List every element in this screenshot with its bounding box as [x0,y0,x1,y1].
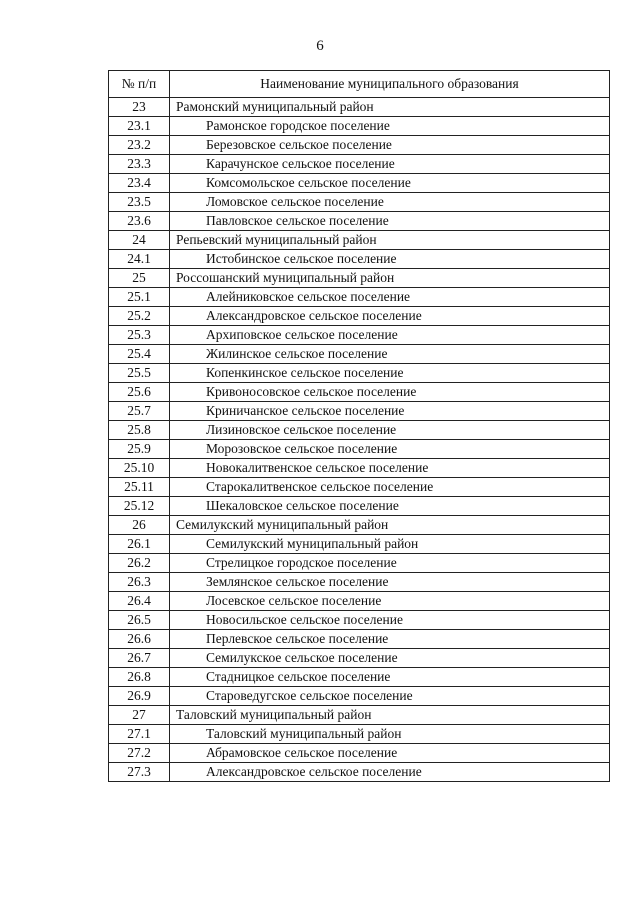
table-row [109,478,610,497]
table-row [109,345,610,364]
page-number: 6 [316,38,324,54]
row-name: Павловское сельское поселение [170,212,610,231]
table-row [109,725,610,744]
row-name: Криничанское сельское поселение [170,402,610,421]
row-number: 25.1 [109,288,170,307]
table-row [109,193,610,212]
row-number: 23 [109,98,170,117]
row-number: 25.9 [109,440,170,459]
row-number: 23.4 [109,174,170,193]
row-number: 25.10 [109,459,170,478]
table-row [109,440,610,459]
row-name: Лосевское сельское поселение [170,592,610,611]
row-name: Рамонское городское поселение [170,117,610,136]
row-name: Новосильское сельское поселение [170,611,610,630]
table-row [109,516,610,535]
table-row [109,288,610,307]
table-row [109,706,610,725]
row-name: Жилинское сельское поселение [170,345,610,364]
row-name: Новокалитвенское сельское поселение [170,459,610,478]
table-row [109,592,610,611]
table-row [109,554,610,573]
table-row [109,611,610,630]
table-row [109,402,610,421]
table-row [109,383,610,402]
row-number: 23.6 [109,212,170,231]
row-name: Архиповское сельское поселение [170,326,610,345]
row-name: Копенкинское сельское поселение [170,364,610,383]
row-name: Старокалитвенское сельское поселение [170,478,610,497]
table-row [109,535,610,554]
row-number: 27.2 [109,744,170,763]
row-number: 25.2 [109,307,170,326]
row-name: Абрамовское сельское поселение [170,744,610,763]
row-number: 23.2 [109,136,170,155]
row-name: Семилукское сельское поселение [170,649,610,668]
table-row [109,630,610,649]
row-name: Морозовское сельское поселение [170,440,610,459]
header-name: Наименование муниципального образования [170,71,610,98]
row-number: 25.12 [109,497,170,516]
row-number: 25.11 [109,478,170,497]
row-name: Семилукский муниципальный район [170,535,610,554]
table-row [109,649,610,668]
row-name: Семилукский муниципальный район [170,516,610,535]
municipalities-table [108,70,610,782]
table-row [109,687,610,706]
table-row [109,212,610,231]
row-number: 25.8 [109,421,170,440]
table-row [109,155,610,174]
table-row [109,497,610,516]
row-name: Таловский муниципальный район [170,725,610,744]
row-name: Россошанский муниципальный район [170,269,610,288]
row-number: 26.5 [109,611,170,630]
row-name: Карачунское сельское поселение [170,155,610,174]
row-number: 25.5 [109,364,170,383]
row-number: 26.2 [109,554,170,573]
row-number: 26.9 [109,687,170,706]
row-number: 27.1 [109,725,170,744]
row-name: Таловский муниципальный район [170,706,610,725]
row-number: 25.6 [109,383,170,402]
row-number: 24.1 [109,250,170,269]
row-name: Репьевский муниципальный район [170,231,610,250]
row-number: 26 [109,516,170,535]
row-number: 26.3 [109,573,170,592]
row-name: Стрелицкое городское поселение [170,554,610,573]
table-row [109,763,610,782]
row-name: Землянское сельское поселение [170,573,610,592]
table-row [109,459,610,478]
row-name: Истобинское сельское поселение [170,250,610,269]
row-number: 26.1 [109,535,170,554]
table-row [109,307,610,326]
table-row [109,117,610,136]
row-name: Лизиновское сельское поселение [170,421,610,440]
table-row [109,573,610,592]
row-name: Рамонский муниципальный район [170,98,610,117]
table-row [109,250,610,269]
table-body [109,98,610,782]
row-name: Комсомольское сельское поселение [170,174,610,193]
row-name: Александровское сельское поселение [170,307,610,326]
row-number: 26.7 [109,649,170,668]
table-row [109,269,610,288]
row-number: 27.3 [109,763,170,782]
row-number: 26.4 [109,592,170,611]
row-name: Шекаловское сельское поселение [170,497,610,516]
row-name: Кривоносовское сельское поселение [170,383,610,402]
row-number: 23.5 [109,193,170,212]
row-number: 23.1 [109,117,170,136]
row-name: Ломовское сельское поселение [170,193,610,212]
row-number: 24 [109,231,170,250]
table-row [109,421,610,440]
row-name: Перлевское сельское поселение [170,630,610,649]
row-name: Староведугское сельское поселение [170,687,610,706]
row-number: 25.7 [109,402,170,421]
table-row [109,668,610,687]
row-number: 27 [109,706,170,725]
table-header-row [109,71,610,98]
row-name: Березовское сельское поселение [170,136,610,155]
row-name: Александровское сельское поселение [170,763,610,782]
row-number: 25.3 [109,326,170,345]
row-number: 25.4 [109,345,170,364]
table-row [109,326,610,345]
table-row [109,136,610,155]
header-number: № п/п [109,71,170,98]
table-row [109,174,610,193]
row-number: 26.6 [109,630,170,649]
table-row [109,364,610,383]
table-row [109,231,610,250]
table-row [109,98,610,117]
table-row [109,744,610,763]
row-name: Алейниковское сельское поселение [170,288,610,307]
row-number: 25 [109,269,170,288]
row-name: Стадницкое сельское поселение [170,668,610,687]
row-number: 26.8 [109,668,170,687]
row-number: 23.3 [109,155,170,174]
